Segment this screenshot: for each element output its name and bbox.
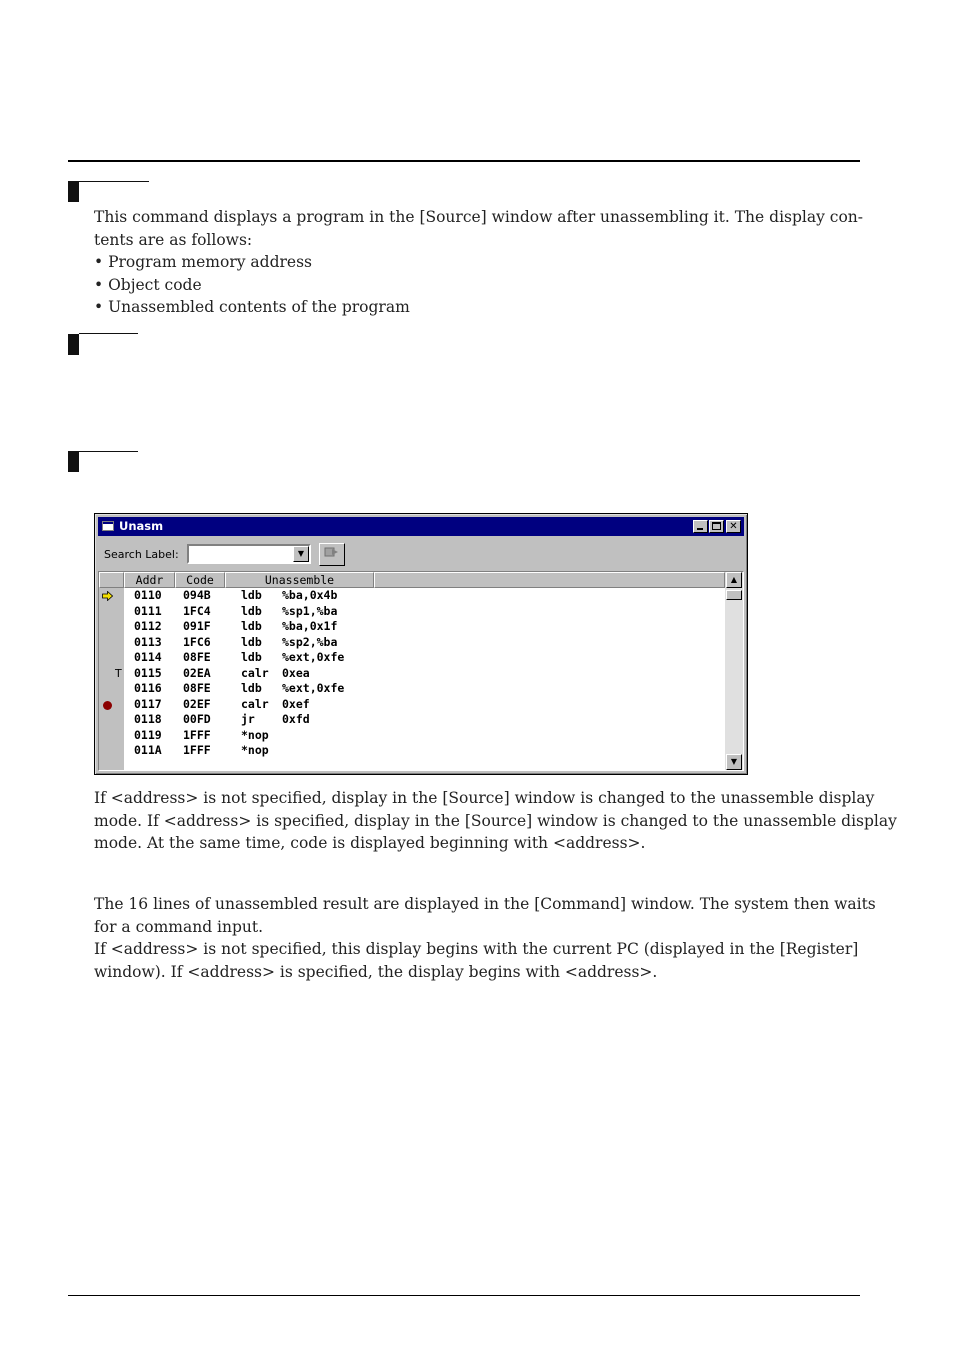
table-row[interactable] — [99, 697, 725, 713]
row-operand: %sp1,%ba — [282, 603, 338, 618]
table-row[interactable] — [99, 666, 725, 682]
row-operand: 0xfd — [282, 712, 310, 726]
section-rule-function — [79, 181, 149, 182]
header-marker[interactable] — [99, 572, 124, 588]
row-mnemonic: jr — [241, 712, 255, 726]
command-line: The 16 lines of unassembled result are displayed in the [Command] window. The system then waits — [94, 895, 876, 913]
row-code: 00FD — [183, 712, 211, 726]
section-rule-operation — [79, 451, 138, 452]
combo-dropdown-button[interactable] — [293, 546, 309, 562]
window-icon — [102, 521, 114, 531]
intro-line: tents are as follows: — [94, 230, 253, 249]
chevron-down-icon: ▼ — [730, 757, 738, 766]
row-code: 1FFF — [183, 743, 211, 757]
trace-marker: T — [115, 666, 122, 680]
row-addr: 0113 — [134, 634, 162, 649]
unassemble-list[interactable] — [98, 571, 744, 771]
row-code: 02EA — [183, 665, 211, 680]
search-label-input[interactable] — [190, 546, 290, 562]
row-code: 094B — [183, 588, 211, 602]
row-addr: 0118 — [134, 712, 162, 726]
row-code: 1FFF — [183, 727, 211, 742]
table-row[interactable] — [99, 728, 725, 744]
table-row[interactable] — [99, 619, 725, 635]
command-line: If <address> is not specified, this display begins with the current PC (displayed in the [Register] — [94, 940, 859, 958]
maximize-button[interactable] — [709, 520, 724, 533]
row-mnemonic: ldb — [241, 619, 262, 633]
section-marker-function — [68, 181, 79, 202]
intro-paragraph — [94, 206, 863, 319]
row-operand: 0xea — [282, 665, 310, 680]
row-operand: %ext,0xfe — [282, 681, 345, 695]
breakpoint-icon[interactable] — [103, 701, 112, 710]
table-row[interactable] — [99, 650, 725, 666]
minimize-button[interactable] — [693, 520, 708, 533]
table-row[interactable] — [99, 681, 725, 697]
section-rule-format — [79, 333, 138, 334]
row-mnemonic: calr — [241, 665, 269, 680]
row-mnemonic: calr — [241, 696, 269, 711]
unasm-window — [94, 513, 748, 775]
row-code: 091F — [183, 619, 211, 633]
row-addr: 0112 — [134, 619, 162, 633]
row-code: 08FE — [183, 650, 211, 664]
row-mnemonic: ldb — [241, 588, 262, 602]
row-addr: 0117 — [134, 696, 162, 711]
row-addr: 011A — [134, 743, 162, 757]
section-marker-operation — [68, 451, 79, 472]
row-mnemonic: *nop — [241, 727, 269, 742]
table-row[interactable] — [99, 743, 725, 759]
intro-line: • Unassembled contents of the program — [94, 298, 410, 316]
row-code: 1FC4 — [183, 603, 211, 618]
table-row[interactable] — [99, 635, 725, 651]
row-mnemonic: ldb — [241, 603, 262, 618]
chevron-down-icon: ▼ — [297, 549, 305, 558]
search-go-button[interactable] — [319, 543, 345, 566]
header-addr[interactable]: Addr — [124, 572, 175, 588]
find-arrow-icon — [323, 544, 341, 560]
row-operand: 0xef — [282, 696, 310, 711]
title-bar[interactable] — [98, 517, 744, 536]
section-marker-format — [68, 334, 79, 355]
table-row[interactable] — [99, 604, 725, 620]
window-title: Unasm — [119, 519, 164, 533]
pc-arrow-icon — [102, 591, 113, 601]
row-addr: 0119 — [134, 727, 162, 742]
row-mnemonic: ldb — [241, 650, 262, 664]
row-code: 1FC6 — [183, 634, 211, 649]
row-addr: 0110 — [134, 588, 162, 602]
gui-line: If <address> is not specified, display in the [Source] window is changed to the unassemble display — [94, 789, 875, 807]
header-unassemble[interactable]: Unassemble — [225, 572, 374, 588]
table-row[interactable] — [99, 588, 725, 604]
header-filler — [374, 572, 725, 588]
row-code: 08FE — [183, 681, 211, 695]
table-row[interactable] — [99, 712, 725, 728]
row-code: 02EF — [183, 696, 211, 711]
gui-line: mode. At the same time, code is displayed beginning with <address>. — [94, 834, 646, 852]
gui-paragraph — [94, 787, 897, 855]
row-addr: 0114 — [134, 650, 162, 664]
intro-line: • Object code — [94, 275, 202, 294]
search-label: Search Label: — [104, 548, 179, 561]
minimize-icon — [697, 528, 703, 530]
row-addr: 0115 — [134, 665, 162, 680]
header-code[interactable]: Code — [175, 572, 225, 588]
row-operand: %ba,0x4b — [282, 588, 338, 602]
gui-line: mode. If <address> is specified, display in the [Source] window is changed to the unassemble display — [94, 811, 897, 830]
row-operand: %ext,0xfe — [282, 650, 345, 664]
scroll-down-button[interactable] — [726, 754, 742, 770]
footer-rule — [68, 1295, 860, 1296]
unassemble-rows — [99, 588, 725, 759]
header-rule — [68, 160, 860, 162]
scroll-thumb[interactable] — [726, 590, 742, 600]
row-mnemonic: ldb — [241, 634, 262, 649]
row-operand: %ba,0x1f — [282, 619, 338, 633]
maximize-icon — [712, 522, 721, 530]
column-headers — [99, 572, 725, 588]
vertical-scrollbar[interactable] — [725, 572, 743, 770]
intro-line: • Program memory address — [94, 253, 313, 271]
close-button[interactable] — [726, 520, 741, 533]
search-label-combo[interactable] — [187, 544, 311, 564]
chevron-up-icon: ▲ — [730, 575, 738, 584]
close-icon: ✕ — [729, 521, 738, 532]
command-line: window). If <address> is specified, the display begins with <address>. — [94, 962, 658, 981]
row-operand: %sp2,%ba — [282, 634, 338, 649]
scroll-up-button[interactable] — [726, 572, 742, 588]
row-mnemonic: ldb — [241, 681, 262, 695]
intro-line: This command displays a program in the [Source] window after unassembling it. The display con- — [94, 208, 864, 226]
command-line: for a command input. — [94, 917, 264, 936]
row-addr: 0116 — [134, 681, 162, 695]
command-paragraph — [94, 893, 876, 983]
row-mnemonic: *nop — [241, 743, 269, 757]
row-addr: 0111 — [134, 603, 162, 618]
